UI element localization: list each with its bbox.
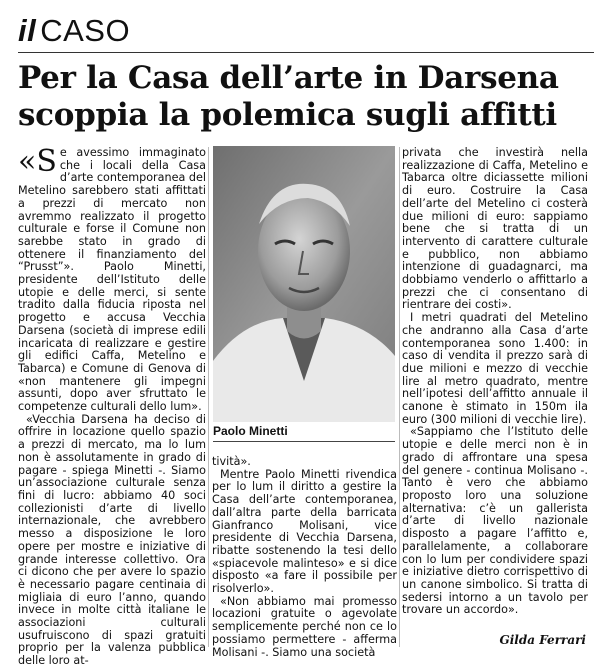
paragraph: privata che investirà nella realizzazione di Caffa, Metelino e Tabarca oltre diciassette milioni di euro. Costruire la Casa dell’arte del Metelino ci costerà due milioni di euro: sappiamo bene che si tratta di un intervento di carattere culturale e pubblico, non abbiamo intenzione di guadagnarci, ma dobbiamo venderlo o affittarlo a prezzi che ci consentano di rientrare dei costi».	[402, 146, 588, 312]
paragraph: «Sappiamo che l’Istituto delle utopie e delle merci non è in grado di affrontare una spesa del genere - continua Molisano -. Tanto è vero che abbiamo proposto loro una soluzione alternativa: c’è un gallerista d’arte di livello nazionale disposto a pagare l’affitto e, parallelamente, a collaborare con lo lum per condividere spazi e iniziative dietro corrispettivo di un canone simbolico. Si tratta di sedersi intorno a un tavolo per trovare un accordo».	[402, 425, 588, 617]
section-kicker	[18, 14, 130, 48]
paragraph: «Vecchia Darsena ha deciso di offrire in locazione quello spazio a prezzi di mercato, ma lo lum non è assolutamente in grado di pagare - spiega Minetti -. Siamo un’associazione culturale senza fini di lucro: abbiamo 40 soci collezionisti d’arte di livello internazionale, che avrebbero messo a disposizione le loro opere per mostre e iniziative di grande interesse collettivo. Ora ci dicono che per avere lo spazio è necessario pagare centinaia di migliaia di euro l’anno, quando invece in molte città italiane le associazioni culturali usufruiscono di spazi gratuiti proprio per la valenza pubblica delle loro at-	[18, 412, 206, 668]
drop-cap: «S	[18, 144, 57, 179]
kicker-italic: il	[18, 13, 37, 48]
kicker-divider	[18, 52, 594, 53]
paragraph: I metri quadrati del Metelino che andranno alla Casa d’arte contemporanea sono 1.400: in caso di vendita il prezzo sarà di due milioni e mezzo di vecchie lire al metro quadrato, mentre nell’ipotesi dell’affitto annuale il canone è stimato in 150m ila euro (300 milioni di vecchie lire).	[402, 311, 588, 426]
paragraph-text: e avessimo immaginato che i locali della Casa d’arte contemporanea del Metelino sarebbero stati affittati a prezzi di mercato non avremmo realizzato il progetto culturale e forse il Comune non sarebbe stato in grado di ottenere il finanziamento del “Prusst”». Paolo Minetti, presidente dell’Istituto delle utopie e delle merci, si sente tradito dalla fiducia riposta nel progetto e accusa Vecchia Darsena (società di imprese edili incaricata di realizzare e gestire gli edifici Caffa, Metelino e Tabarca) e Comune di Genova di «non mantenere gli impegni assunti, dopo aver sfruttato le competenze culturali dello lum».	[18, 146, 206, 414]
article-column-2	[212, 455, 397, 659]
headline-line-2: scoppia la polemica sugli affitti	[18, 97, 557, 133]
article-column-3	[402, 147, 588, 637]
portrait-photo	[213, 146, 395, 422]
headline-line-1: Per la Casa dell’arte in Darsena	[18, 60, 559, 96]
photo-caption: Paolo Minetti	[213, 424, 288, 438]
author-byline: Gilda Ferrari	[499, 633, 586, 647]
paragraph: tività».	[212, 455, 251, 468]
column-divider	[208, 147, 209, 647]
article-column-1	[18, 144, 206, 668]
kicker-word: CASO	[40, 13, 131, 48]
paragraph	[18, 144, 206, 414]
article-headline	[18, 60, 598, 134]
caption-divider	[213, 441, 395, 442]
paragraph: «Non abbiamo mai promesso locazioni gratuite o agevolate semplicemente perché non ce lo possiamo permettere - afferma Molisani -. Siamo una società	[212, 594, 397, 659]
paragraph: Mentre Paolo Minetti rivendica per lo lum il diritto a gestire la Casa dell’arte contemporanea, dall’altra parte della barricata Gianfranco Molisani, vice presidente di Vecchia Darsena, ribatte sostenendo la tesi dello «spiacevole malinteso» e si dice disposto «a fare il possibile per risolverlo».	[212, 467, 397, 596]
column-divider	[399, 147, 400, 647]
portrait-illustration	[213, 146, 395, 422]
